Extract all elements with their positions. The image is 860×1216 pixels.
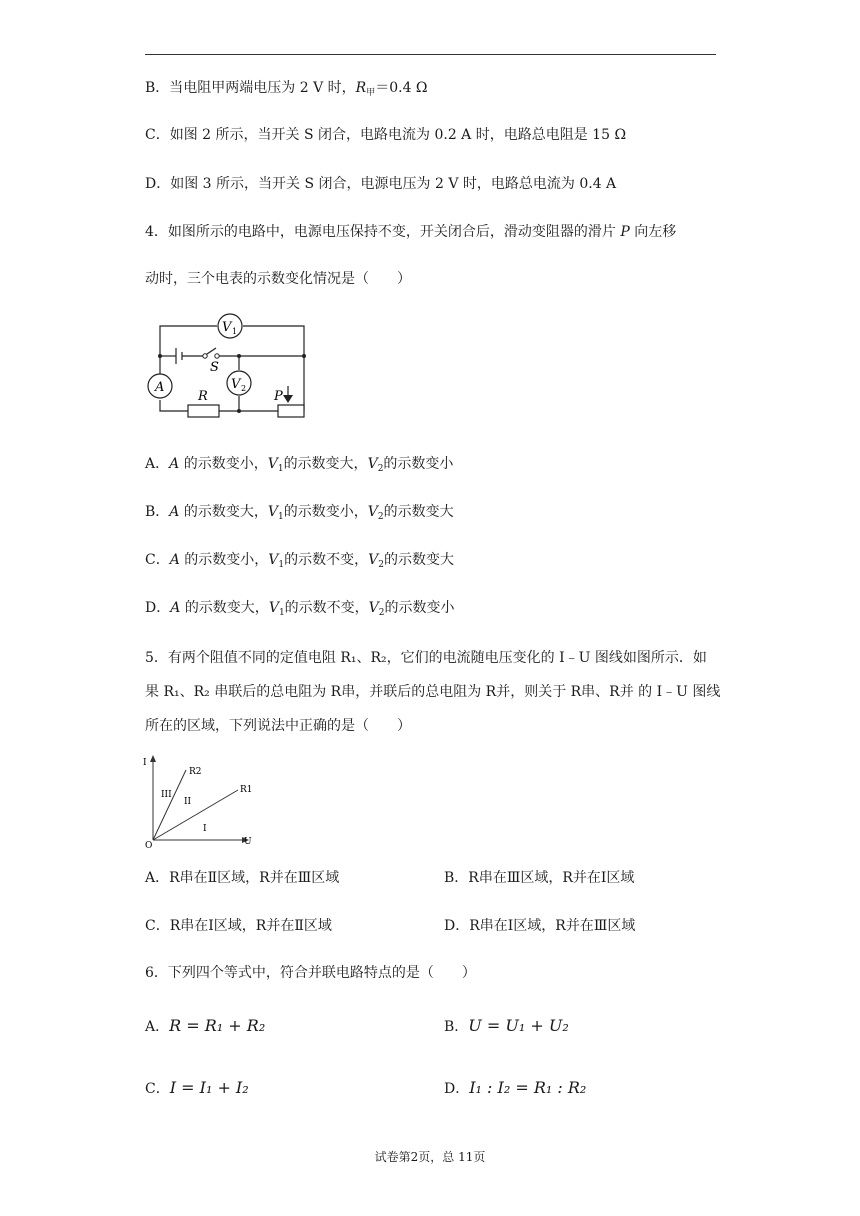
q5-stem-line1: 5．有两个阻值不同的定值电阻 R₁、R₂，它们的电流随电压变化的 I﹣U 图线如图所示．如 — [145, 650, 707, 666]
q5-stem-line2: 果 R₁、R₂ 串联后的总电阻为 R串，并联后的总电阻为 R并，则关于 R串、R并 的 I﹣U 图线 — [145, 684, 721, 700]
q5-option-b: B．R串在Ⅲ区域，R并在Ⅰ区域 — [444, 870, 635, 886]
iu-graph — [140, 752, 265, 852]
q6-option-c: C．I = I₁ + I₂ — [145, 1078, 249, 1097]
q3-option-c: C．如图 2 所示，当开关 S 闭合，电路电流为 0.2 A 时，电路总电阻是 15 Ω — [145, 127, 627, 143]
svg-text:O: O — [145, 841, 153, 851]
rheostat-symbol — [278, 405, 304, 417]
q5-option-d: D．R串在Ⅰ区域，R并在Ⅲ区域 — [444, 918, 636, 934]
q5-option-a: A．R串在Ⅱ区域，R并在Ⅲ区域 — [145, 870, 340, 886]
svg-text:R2: R2 — [189, 767, 202, 777]
q5-stem-line3: 所在的区域，下列说法中正确的是（ ） — [145, 718, 411, 734]
q6-option-b: B．U = U₁ + U₂ — [444, 1016, 569, 1035]
svg-text:P: P — [274, 389, 283, 404]
svg-text:R1: R1 — [240, 785, 253, 795]
resistor-r-symbol — [188, 405, 219, 417]
svg-text:III: III — [161, 790, 172, 800]
q3-option-b: B．当电阻甲两端电压为 2 V 时，$R_甲=0.4$ Ω — [145, 80, 428, 98]
svg-text:S: S — [210, 360, 219, 375]
q4-option-a: A．A 的示数变小，$V_1$的示数变大，$V_2$的示数变小 — [145, 456, 454, 474]
q5-option-c: C．R串在Ⅰ区域，R并在Ⅱ区域 — [145, 918, 332, 934]
q3-option-d: D．如图 3 所示，当开关 S 闭合，电源电压为 2 V 时，电路总电流为 0.4 A — [145, 176, 617, 192]
svg-text:V: V — [231, 377, 241, 392]
circuit-diagram — [140, 308, 320, 423]
svg-text:1: 1 — [232, 327, 238, 336]
q4-option-d: D．A 的示数变大，$V_1$的示数不变，$V_2$的示数变小 — [145, 600, 455, 618]
svg-text:U: U — [244, 837, 252, 847]
q4-stem-line1: 4．如图所示的电路中，电源电压保持不变，开关闭合后，滑动变阻器的滑片 P 向左移 — [145, 224, 677, 240]
q4-option-b: B．A 的示数变大，$V_1$的示数变小，$V_2$的示数变大 — [145, 504, 454, 522]
svg-text:V: V — [222, 320, 232, 335]
q6-option-d: D．I₁ : I₂ = R₁ : R₂ — [444, 1078, 587, 1097]
svg-text:I: I — [143, 758, 147, 768]
q6-stem: 6．下列四个等式中，符合并联电路特点的是（ ） — [145, 965, 476, 981]
svg-text:2: 2 — [241, 384, 247, 393]
svg-text:R: R — [198, 389, 208, 404]
svg-text:I: I — [203, 824, 207, 834]
header-rule — [145, 54, 716, 55]
q4-stem-line2: 动时，三个电表的示数变化情况是（ ） — [145, 271, 411, 287]
page-footer: 试卷第2页，总 11页 — [374, 1150, 486, 1164]
svg-text:II: II — [184, 797, 192, 807]
svg-text:A: A — [155, 380, 165, 395]
q6-option-a: A．R = R₁ + R₂ — [145, 1016, 266, 1035]
q4-option-c: C．A 的示数变小，$V_1$的示数不变，$V_2$的示数变大 — [145, 552, 455, 570]
